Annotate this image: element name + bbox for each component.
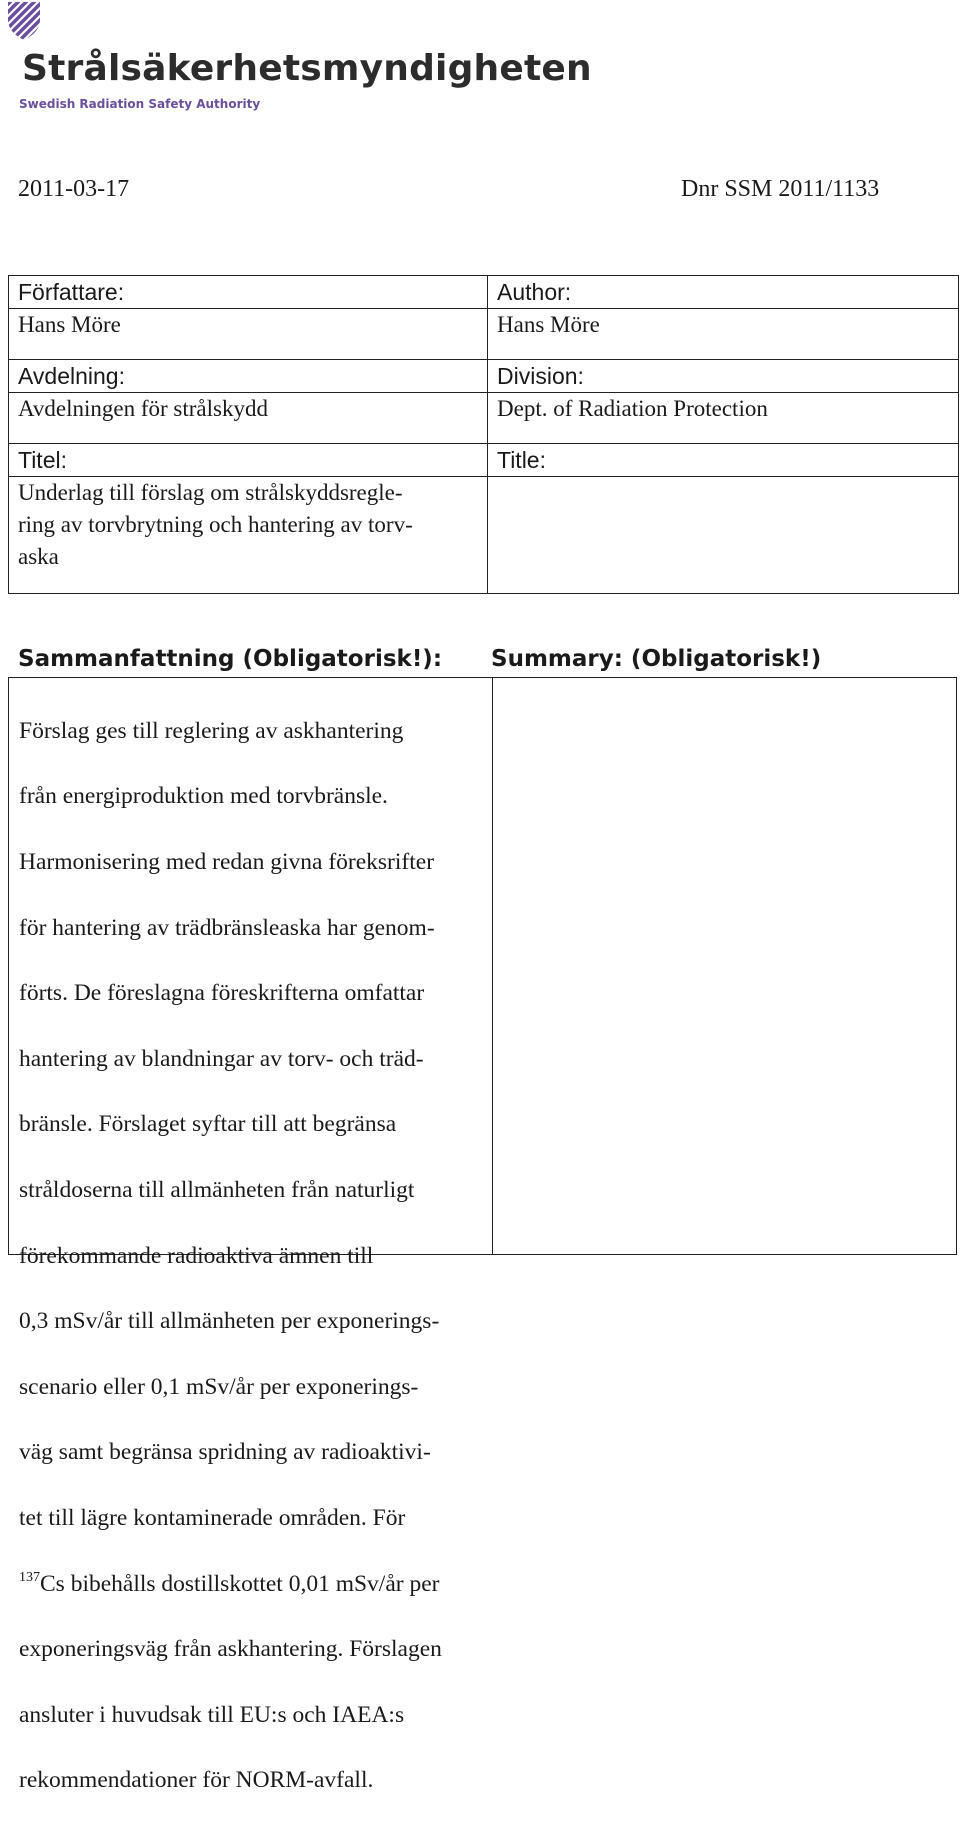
title-value-sv <box>9 477 488 594</box>
summary-line: stråldoserna till allmänheten från naturligt <box>19 1176 415 1203</box>
registration-number: Dnr SSM 2011/1133 <box>681 176 880 202</box>
division-label-en: Division: <box>488 360 959 393</box>
title-value-en <box>488 477 959 594</box>
isotope-mass-number: 137 <box>19 1569 40 1585</box>
agency-logo <box>6 0 592 120</box>
division-value-en: Dept. of Radiation Protection <box>488 393 959 444</box>
summary-label-en: Summary: (Obligatorisk!) <box>491 646 822 672</box>
summary-line: rekommendationer för NORM-avfall. <box>19 1767 374 1794</box>
summary-column-divider <box>492 678 493 1254</box>
author-label-sv: Författare: <box>9 276 488 309</box>
author-label-en: Author: <box>488 276 959 309</box>
summary-box <box>8 677 957 1794</box>
title-line: aska <box>18 544 59 569</box>
summary-line: från energiproduktion med torvbränsle. <box>19 783 388 810</box>
summary-line: bränsle. Förslaget syftar till att begränsa <box>19 1111 397 1138</box>
document-info-table <box>8 275 959 594</box>
summary-line: förts. De föreslagna föreskrifterna omfattar <box>19 980 425 1007</box>
summary-text-sv <box>19 682 489 1830</box>
summary-line: 0,3 mSv/år till allmänheten per exponerings- <box>19 1308 440 1335</box>
summary-line: ansluter i huvudsak till EU:s och IAEA:s <box>19 1701 405 1728</box>
agency-subtitle: Swedish Radiation Safety Authority <box>19 97 261 111</box>
shield-logo-icon <box>6 0 46 42</box>
author-value-en: Hans Möre <box>488 309 959 360</box>
summary-isotope-line <box>19 1568 489 1601</box>
division-label-sv: Avdelning: <box>9 360 488 393</box>
summary-line: scenario eller 0,1 mSv/år per exponerings- <box>19 1373 419 1400</box>
summary-line: exponeringsväg från askhantering. Förslagen <box>19 1636 442 1663</box>
division-value-sv: Avdelningen för strålskydd <box>9 393 488 444</box>
summary-line: förekommande radioaktiva ämnen till <box>19 1242 374 1269</box>
title-line: Underlag till förslag om strålskyddsregle- <box>18 480 403 505</box>
title-label-sv: Titel: <box>9 444 488 477</box>
document-date: 2011-03-17 <box>18 176 130 202</box>
summary-line: Harmonisering med redan givna föreksrifter <box>19 848 435 875</box>
summary-line: hantering av blandningar av torv- och träd- <box>19 1045 424 1072</box>
author-value-sv: Hans Möre <box>9 309 488 360</box>
isotope-line-text: Cs bibehålls dostillskottet 0,01 mSv/år per <box>40 1570 440 1597</box>
summary-line: för hantering av trädbränsleaska har genom- <box>19 914 435 941</box>
title-label-en: Title: <box>488 444 959 477</box>
summary-label-sv: Sammanfattning (Obligatorisk!): <box>18 646 443 672</box>
agency-name: Strålsäkerhetsmyndigheten <box>22 48 592 89</box>
summary-line: tet till lägre kontaminerade områden. För <box>19 1504 406 1531</box>
title-line: ring av torvbrytning och hantering av torv- <box>18 512 413 537</box>
summary-line: väg samt begränsa spridning av radioaktivi- <box>19 1439 431 1466</box>
summary-line: Förslag ges till reglering av askhantering <box>19 717 404 744</box>
